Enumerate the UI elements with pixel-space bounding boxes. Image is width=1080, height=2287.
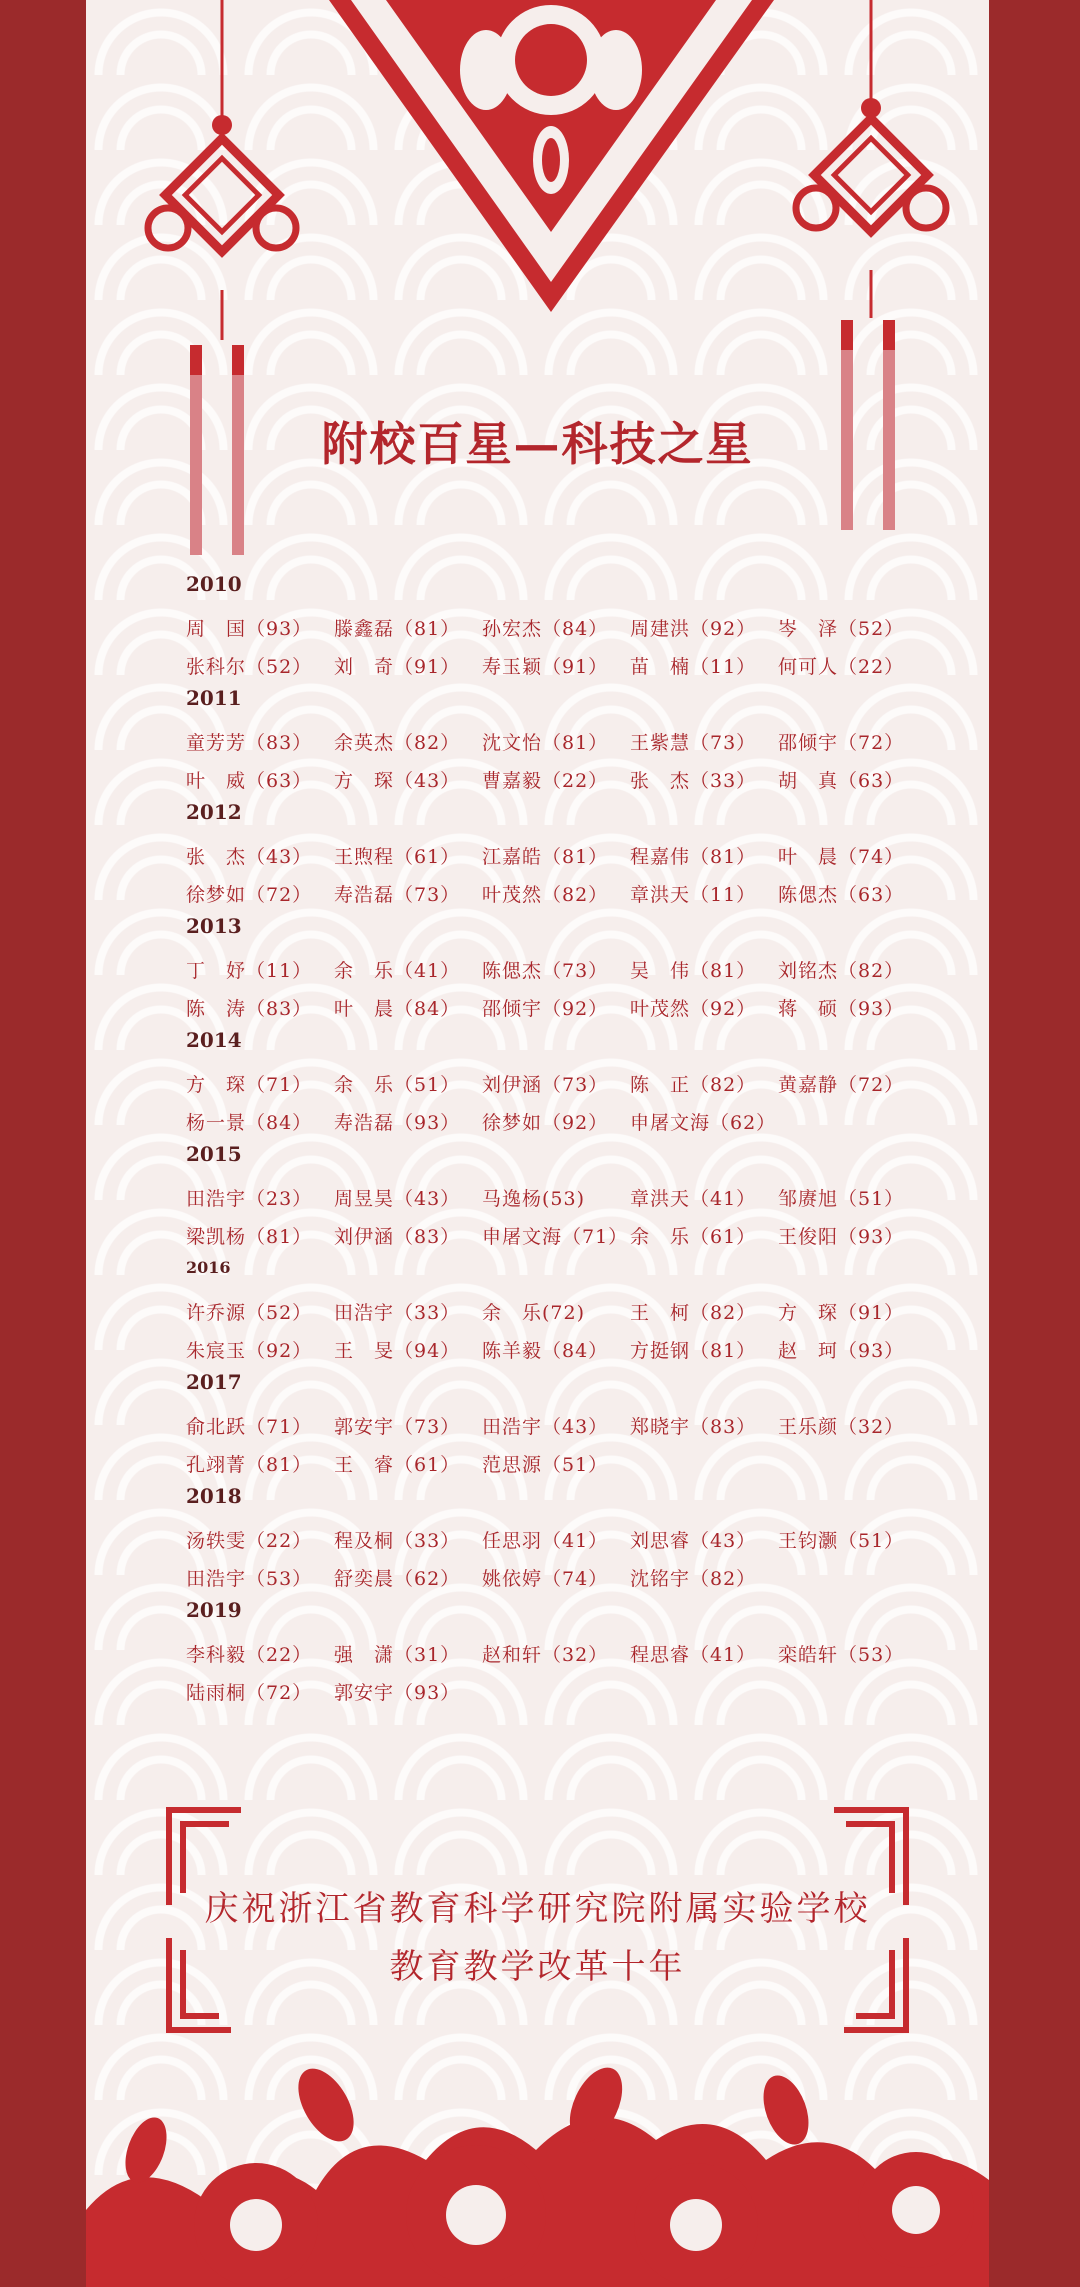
honoree-name: 李科毅（22） xyxy=(186,1643,313,1666)
honoree-name: 刘伊涵（83） xyxy=(334,1225,461,1248)
honoree-name: 郭安宇（73） xyxy=(334,1415,461,1438)
honoree-name: 舒奕晨（62） xyxy=(334,1567,461,1590)
name-row xyxy=(186,1558,966,1596)
honoree-name: 章洪天（41） xyxy=(630,1187,757,1210)
honoree-name: 黄嘉静（72） xyxy=(778,1073,905,1096)
name-row xyxy=(186,1330,966,1368)
honoree-name: 滕鑫磊（81） xyxy=(334,617,461,640)
honoree-name: 张科尔（52） xyxy=(186,655,313,678)
honoree-name: 余 乐（51） xyxy=(334,1073,461,1096)
name-row xyxy=(186,646,966,684)
honoree-name: 陈 涛（83） xyxy=(186,997,313,1020)
honor-list xyxy=(186,570,966,1710)
honoree-name: 陈羊毅（84） xyxy=(482,1339,609,1362)
year-label: 2016 xyxy=(186,1258,231,1277)
honoree-name: 余英杰（82） xyxy=(334,731,461,754)
honoree-name: 赵 珂（93） xyxy=(778,1339,905,1362)
honoree-name: 邹赓旭（51） xyxy=(778,1187,905,1210)
honoree-name: 刘铭杰（82） xyxy=(778,959,905,982)
name-row xyxy=(186,722,966,760)
honoree-name: 田浩宇（33） xyxy=(334,1301,461,1324)
honoree-name: 王钧灏（51） xyxy=(778,1529,905,1552)
year-label: 2018 xyxy=(186,1484,242,1508)
honoree-name: 孙宏杰（84） xyxy=(482,617,609,640)
name-row xyxy=(186,1444,966,1482)
name-row xyxy=(186,1064,966,1102)
celebration-banner xyxy=(86,1880,989,1996)
year-block xyxy=(186,1484,966,1596)
honoree-name: 曹嘉毅（22） xyxy=(482,769,609,792)
year-label: 2012 xyxy=(186,800,242,824)
honoree-name: 朱宸玉（92） xyxy=(186,1339,313,1362)
honoree-name: 江嘉皓（81） xyxy=(482,845,609,868)
honoree-name: 刘伊涵（73） xyxy=(482,1073,609,1096)
name-row xyxy=(186,874,966,912)
honoree-name: 章洪天（11） xyxy=(630,883,757,906)
honoree-name: 徐梦如（72） xyxy=(186,883,313,906)
honoree-name: 童芳芳（83） xyxy=(186,731,313,754)
honoree-name: 方挺钢（81） xyxy=(630,1339,757,1362)
honoree-name: 王 旻（94） xyxy=(334,1339,461,1362)
honoree-name: 方 琛（71） xyxy=(186,1073,313,1096)
honoree-name: 王 睿（61） xyxy=(334,1453,461,1476)
honoree-name: 叶 晨（84） xyxy=(334,997,461,1020)
honoree-name: 王 柯（82） xyxy=(630,1301,757,1324)
honoree-name: 叶 晨（74） xyxy=(778,845,905,868)
year-label: 2013 xyxy=(186,914,242,938)
celebration-line-2: 教育教学改革十年 xyxy=(389,1947,686,1987)
honoree-name: 丁 妤（11） xyxy=(186,959,313,982)
honoree-name: 马逸杨(53) xyxy=(482,1187,586,1210)
honoree-name: 岑 泽（52） xyxy=(778,617,905,640)
honoree-name: 张 杰（33） xyxy=(630,769,757,792)
honoree-name: 王紫慧（73） xyxy=(630,731,757,754)
honoree-name: 汤轶雯（22） xyxy=(186,1529,313,1552)
honoree-name: 俞北跃（71） xyxy=(186,1415,313,1438)
honoree-name: 余 乐（41） xyxy=(334,959,461,982)
honoree-name: 张 杰（43） xyxy=(186,845,313,868)
year-label: 2011 xyxy=(186,686,242,710)
honoree-name: 范思源（51） xyxy=(482,1453,609,1476)
honoree-name: 周建洪（92） xyxy=(630,617,757,640)
honoree-name: 田浩宇（23） xyxy=(186,1187,313,1210)
honoree-name: 杨一景（84） xyxy=(186,1111,313,1134)
year-block xyxy=(186,1028,966,1140)
honoree-name: 程及桐（33） xyxy=(334,1529,461,1552)
honoree-name: 申屠文海（71） xyxy=(482,1225,629,1248)
honoree-name: 胡 真（63） xyxy=(778,769,905,792)
honoree-name: 邵倾宇（92） xyxy=(482,997,609,1020)
year-block xyxy=(186,572,966,684)
honoree-name: 周 国（93） xyxy=(186,617,313,640)
year-block xyxy=(186,1256,966,1368)
name-row xyxy=(186,608,966,646)
name-row xyxy=(186,1406,966,1444)
honoree-name: 郑晓宇（83） xyxy=(630,1415,757,1438)
honoree-name: 邵倾宇（72） xyxy=(778,731,905,754)
honoree-name: 王乐颜（32） xyxy=(778,1415,905,1438)
year-label: 2019 xyxy=(186,1598,242,1622)
name-row xyxy=(186,1672,966,1710)
honoree-name: 申屠文海（62） xyxy=(630,1111,777,1134)
honoree-name: 刘 奇（91） xyxy=(334,655,461,678)
year-block xyxy=(186,1598,966,1710)
poster-panel xyxy=(86,0,989,2287)
name-row xyxy=(186,950,966,988)
honoree-name: 余 乐(72) xyxy=(482,1301,586,1324)
year-label: 2017 xyxy=(186,1370,242,1394)
celebration-line-1: 庆祝浙江省教育科学研究院附属实验学校 xyxy=(204,1889,871,1929)
honoree-name: 赵和轩（32） xyxy=(482,1643,609,1666)
top-triangle-ornament xyxy=(329,0,774,312)
honoree-name: 蒋 硕（93） xyxy=(778,997,905,1020)
honoree-name: 任思羽（41） xyxy=(482,1529,609,1552)
name-row xyxy=(186,1178,966,1216)
honoree-name: 田浩宇（43） xyxy=(482,1415,609,1438)
year-block xyxy=(186,1370,966,1482)
year-label: 2014 xyxy=(186,1028,242,1052)
honoree-name: 姚依婷（74） xyxy=(482,1567,609,1590)
honoree-name: 郭安宇（93） xyxy=(334,1681,461,1704)
honoree-name: 陆雨桐（72） xyxy=(186,1681,313,1704)
honoree-name: 方 琛（43） xyxy=(334,769,461,792)
honoree-name: 叶茂然（82） xyxy=(482,883,609,906)
honoree-name: 刘思睿（43） xyxy=(630,1529,757,1552)
honoree-name: 梁凯杨（81） xyxy=(186,1225,313,1248)
honoree-name: 田浩宇（53） xyxy=(186,1567,313,1590)
honoree-name: 苗 楠（11） xyxy=(630,655,757,678)
honoree-name: 王煦程（61） xyxy=(334,845,461,868)
year-block xyxy=(186,914,966,1026)
name-row xyxy=(186,1102,966,1140)
honoree-name: 程嘉伟（81） xyxy=(630,845,757,868)
name-row xyxy=(186,988,966,1026)
honoree-name: 寿浩磊（73） xyxy=(334,883,461,906)
honoree-name: 孔翊菁（81） xyxy=(186,1453,313,1476)
honoree-name: 沈文怡（81） xyxy=(482,731,609,754)
honoree-name: 叶 威（63） xyxy=(186,769,313,792)
name-row xyxy=(186,1634,966,1672)
bottom-peony-ornament xyxy=(86,2059,989,2287)
name-row xyxy=(186,1520,966,1558)
honoree-name: 周昱昊（43） xyxy=(334,1187,461,1210)
poster-title: 附校百星—科技之星 xyxy=(321,417,754,471)
honoree-name: 吴 伟（81） xyxy=(630,959,757,982)
year-block xyxy=(186,686,966,798)
name-row xyxy=(186,1216,966,1254)
year-block xyxy=(186,1142,966,1254)
honoree-name: 余 乐（61） xyxy=(630,1225,757,1248)
honoree-name: 寿玉颖（91） xyxy=(482,655,609,678)
honoree-name: 强 潇（31） xyxy=(334,1643,461,1666)
honoree-name: 陈偲杰（63） xyxy=(778,883,905,906)
honoree-name: 陈偲杰（73） xyxy=(482,959,609,982)
honoree-name: 王俊阳（93） xyxy=(778,1225,905,1248)
honoree-name: 何可人（22） xyxy=(778,655,905,678)
year-label: 2010 xyxy=(186,572,242,596)
year-block xyxy=(186,800,966,912)
name-row xyxy=(186,760,966,798)
honoree-name: 陈 正（82） xyxy=(630,1073,757,1096)
honoree-name: 叶茂然（92） xyxy=(630,997,757,1020)
name-row xyxy=(186,1292,966,1330)
honoree-name: 沈铭宇（82） xyxy=(630,1567,757,1590)
honoree-name: 寿浩磊（93） xyxy=(334,1111,461,1134)
honoree-name: 程思睿（41） xyxy=(630,1643,757,1666)
honoree-name: 许乔源（52） xyxy=(186,1301,313,1324)
name-row xyxy=(186,836,966,874)
honoree-name: 栾皓轩（53） xyxy=(778,1643,905,1666)
year-label: 2015 xyxy=(186,1142,242,1166)
honoree-name: 方 琛（91） xyxy=(778,1301,905,1324)
honoree-name: 徐梦如（92） xyxy=(482,1111,609,1134)
